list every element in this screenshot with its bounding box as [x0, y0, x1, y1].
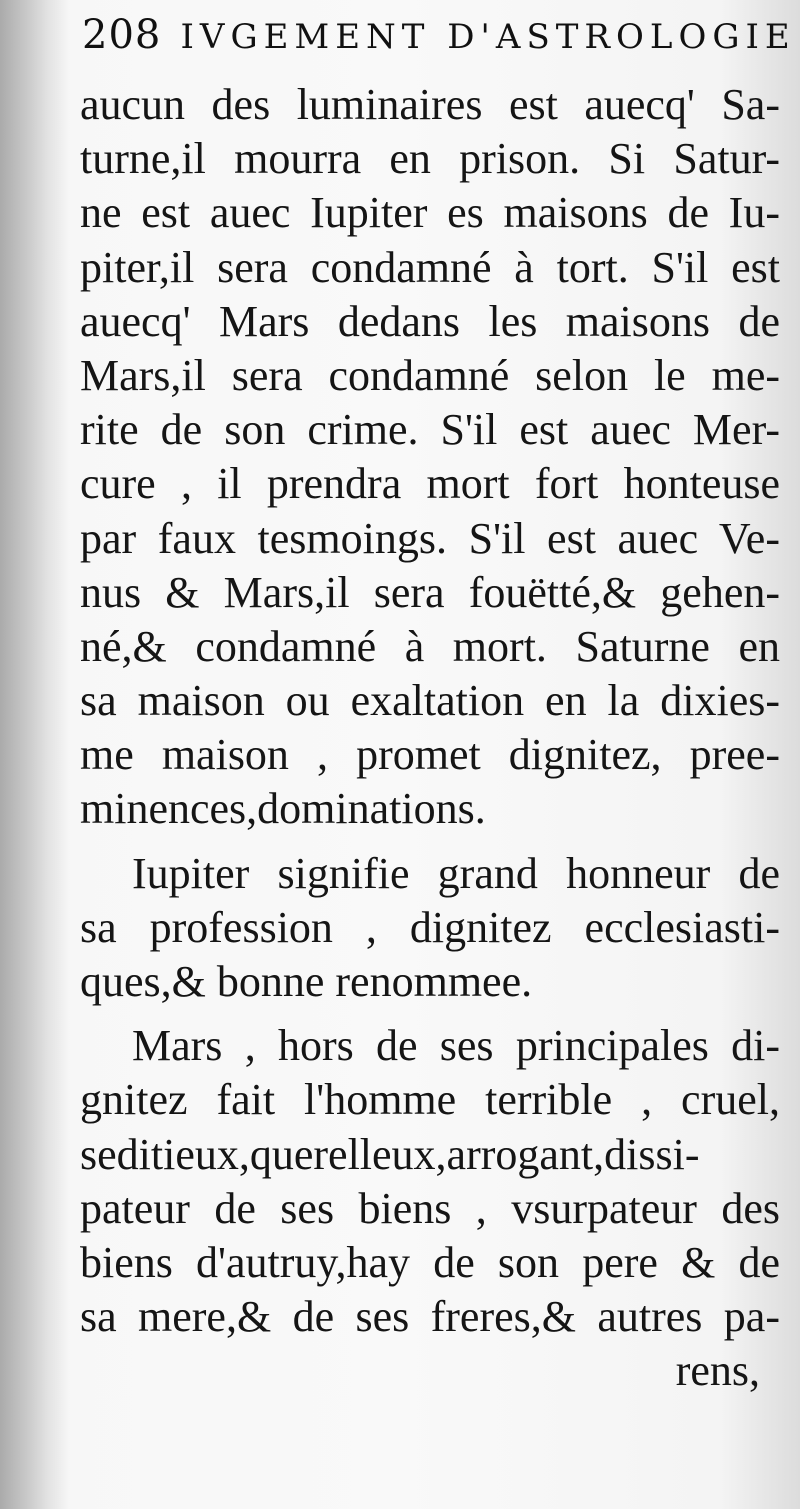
text-line: auecq' Mars dedans les maisons de [80, 296, 780, 346]
text-line: ne est auec Iupiter es maisons de Iu- [80, 188, 780, 238]
paragraph-gap [80, 837, 780, 847]
text-line: minences,dominations. [80, 784, 486, 834]
catchword: rens, [675, 1346, 760, 1396]
text-line: Mars,il sera condamné selon le me- [80, 350, 780, 400]
text-line: biens d'autruy,hay de son pere & de [80, 1237, 780, 1287]
running-title: IVGEMENT D'ASTROLOGIE [180, 17, 796, 57]
text-line: ques,& bonne renommee. [80, 957, 533, 1006]
text-line: sa profession , dignitez ecclesiasti- [80, 902, 780, 952]
text-line: nus & Mars,il sera fouëtté,& gehen- [80, 567, 780, 617]
text-line: gnitez fait l'homme terrible , cruel, [80, 1075, 780, 1125]
text-line: par faux tesmoings. S'il est auec Ve- [80, 513, 780, 563]
text-line: Iupiter signifie grand honneur de [132, 848, 780, 898]
text-line: sa mere,& de ses freres,& autres pa- [80, 1292, 780, 1342]
text-line: me maison , promet dignitez, pree- [80, 730, 780, 780]
text-line: piter,il sera condamné à tort. S'il est [80, 242, 780, 292]
text-line: cure , il prendra mort fort honteuse [80, 459, 780, 509]
text-line: turne,il mourra en prison. Si Satur- [80, 134, 780, 184]
page-number: 208 [82, 12, 162, 58]
body-text [80, 78, 780, 1399]
text-line: sa maison ou exaltation en la dixies- [80, 676, 780, 726]
text-line: né,& condamné à mort. Saturne en [80, 621, 780, 671]
spine-shadow [0, 0, 70, 1509]
paragraph-gap [80, 1009, 780, 1019]
running-head [82, 12, 796, 72]
text-line: seditieux,querelleux,arrogant,dissi- [80, 1129, 700, 1179]
text-line: aucun des luminaires est auecq' Sa- [80, 80, 780, 129]
text-line: rite de son crime. S'il est auec Mer- [80, 405, 780, 455]
text-line: Mars , hors de ses principales di- [132, 1021, 780, 1071]
text-line: pateur de ses biens , vsurpateur des [80, 1183, 780, 1233]
